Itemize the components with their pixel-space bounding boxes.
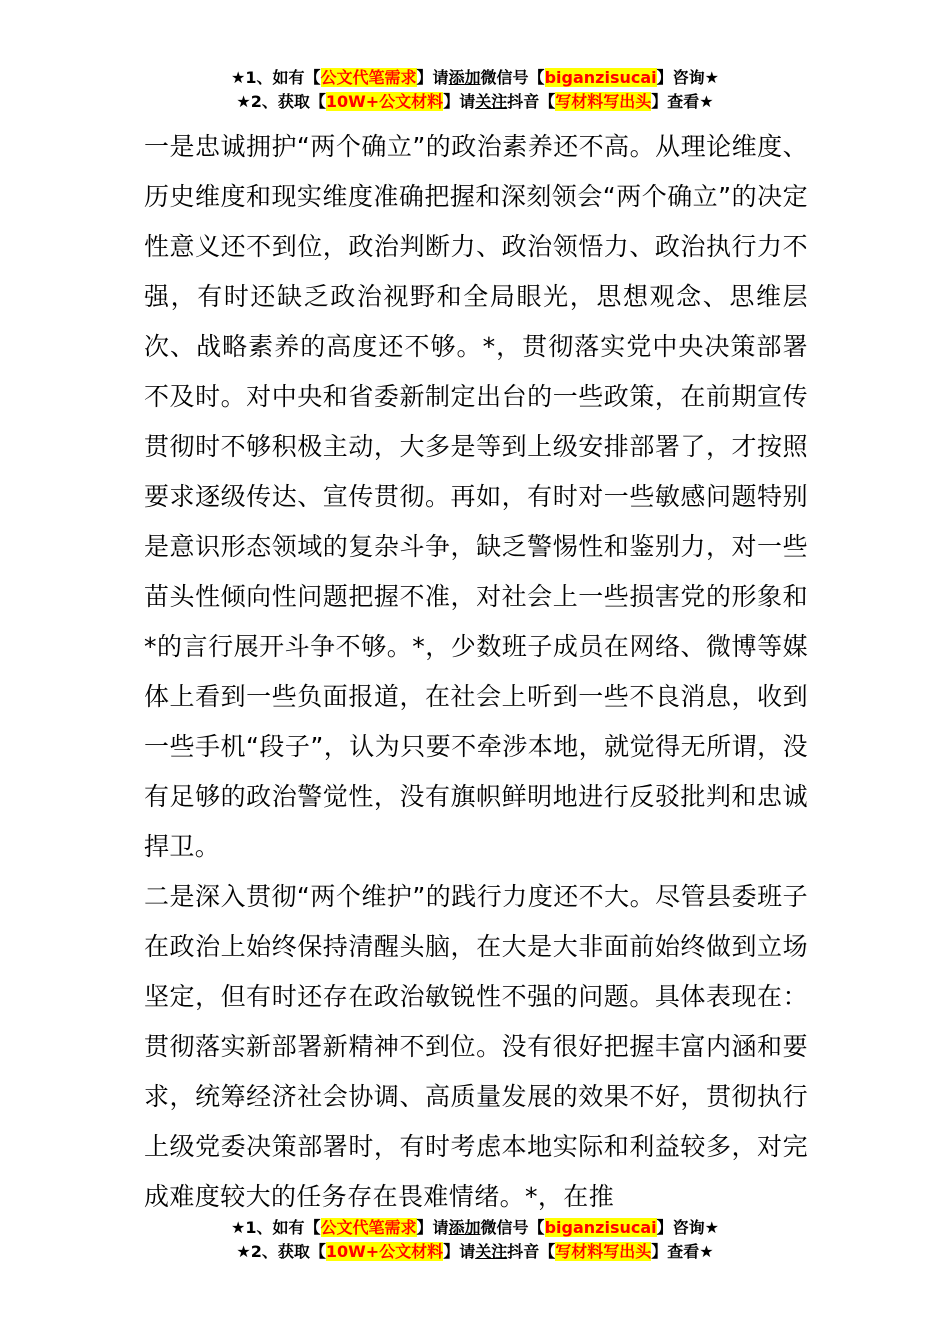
banner-text: 】请 (416, 68, 449, 87)
banner-text: ★2、获取【 (236, 1242, 326, 1261)
banner-text: 】请 (443, 92, 476, 111)
highlight-text: 公文代笔需求 (320, 68, 417, 87)
highlight-text: 写材料写出头 (555, 1242, 652, 1261)
banner-text: 抖音【 (507, 92, 556, 111)
underlined-text: 添加 (448, 68, 481, 87)
banner-text: 】查看★ (651, 1242, 714, 1261)
highlight-text: 公文代笔需求 (320, 1218, 417, 1237)
banner-text: 】咨询★ (656, 1218, 719, 1237)
banner-text: 抖音【 (507, 1242, 556, 1261)
footer-banner (0, 1216, 950, 1264)
banner-text: ★2、获取【 (236, 92, 326, 111)
banner-text: 】请 (443, 1242, 476, 1261)
highlight-text: 10W+公文材料 (325, 1242, 444, 1261)
banner-line-2 (0, 90, 950, 114)
banner-text: 】查看★ (651, 92, 714, 111)
document-body (144, 122, 808, 1222)
header-banner (0, 66, 950, 114)
underlined-text: 关注 (475, 1242, 508, 1261)
banner-text: 】请 (416, 1218, 449, 1237)
highlight-text: biganzisucai (544, 1218, 657, 1237)
highlight-text: biganzisucai (544, 68, 657, 87)
paragraph: 二是深入贯彻“两个维护”的践行力度还不大。尽管县委班子在政治上始终保持清醒头脑，在大是大非面前始终做到立场坚定，但有时还存在政治敏锐性不强的问题。具体表现在：贯彻落实新部署新精神不到位。没有很好把握丰富内涵和要求，统筹经济社会协调、高质量发展的效果不好，贯彻执行上级党委决策部署时，有时考虑本地实际和利益较多，对完成难度较大的任务存在畏难情绪。*，在推 (144, 882, 808, 1211)
highlight-text: 写材料写出头 (555, 92, 652, 111)
banner-text: 】咨询★ (656, 68, 719, 87)
banner-text: 微信号【 (480, 68, 545, 87)
underlined-text: 添加 (448, 1218, 481, 1237)
banner-line-1 (0, 1216, 950, 1240)
paragraph: 一是忠诚拥护“两个确立”的政治素养还不高。从理论维度、历史维度和现实维度准确把握和深刻领会“两个确立”的决定性意义还不到位，政治判断力、政治领悟力、政治执行力不强，有时还缺乏政治视野和全局眼光，思想观念、思维层次、战略素养的高度还不够。*，贯彻落实党中央决策部署不及时。对中央和省委新制定出台的一些政策，在前期宣传贯彻时不够积极主动，大多是等到上级安排部署了，才按照要求逐级传达、宣传贯彻。再如，有时对一些敏感问题特别是意识形态领域的复杂斗争，缺乏警惕性和鉴别力，对一些苗头性倾向性问题把握不准，对社会上一些损害党的形象和*的言行展开斗争不够。*，少数班子成员在网络、微博等媒体上看到一些负面报道，在社会上听到一些不良消息，收到一些手机“段子”，认为只要不牵涉本地，就觉得无所谓，没有足够的政治警觉性，没有旗帜鲜明地进行反驳批判和忠诚捍卫。 (144, 132, 808, 861)
banner-line-1 (0, 66, 950, 90)
banner-text: 微信号【 (480, 1218, 545, 1237)
highlight-text: 10W+公文材料 (325, 92, 444, 111)
banner-text: ★1、如有【 (231, 1218, 321, 1237)
underlined-text: 关注 (475, 92, 508, 111)
banner-text: ★1、如有【 (231, 68, 321, 87)
banner-line-2 (0, 1240, 950, 1264)
